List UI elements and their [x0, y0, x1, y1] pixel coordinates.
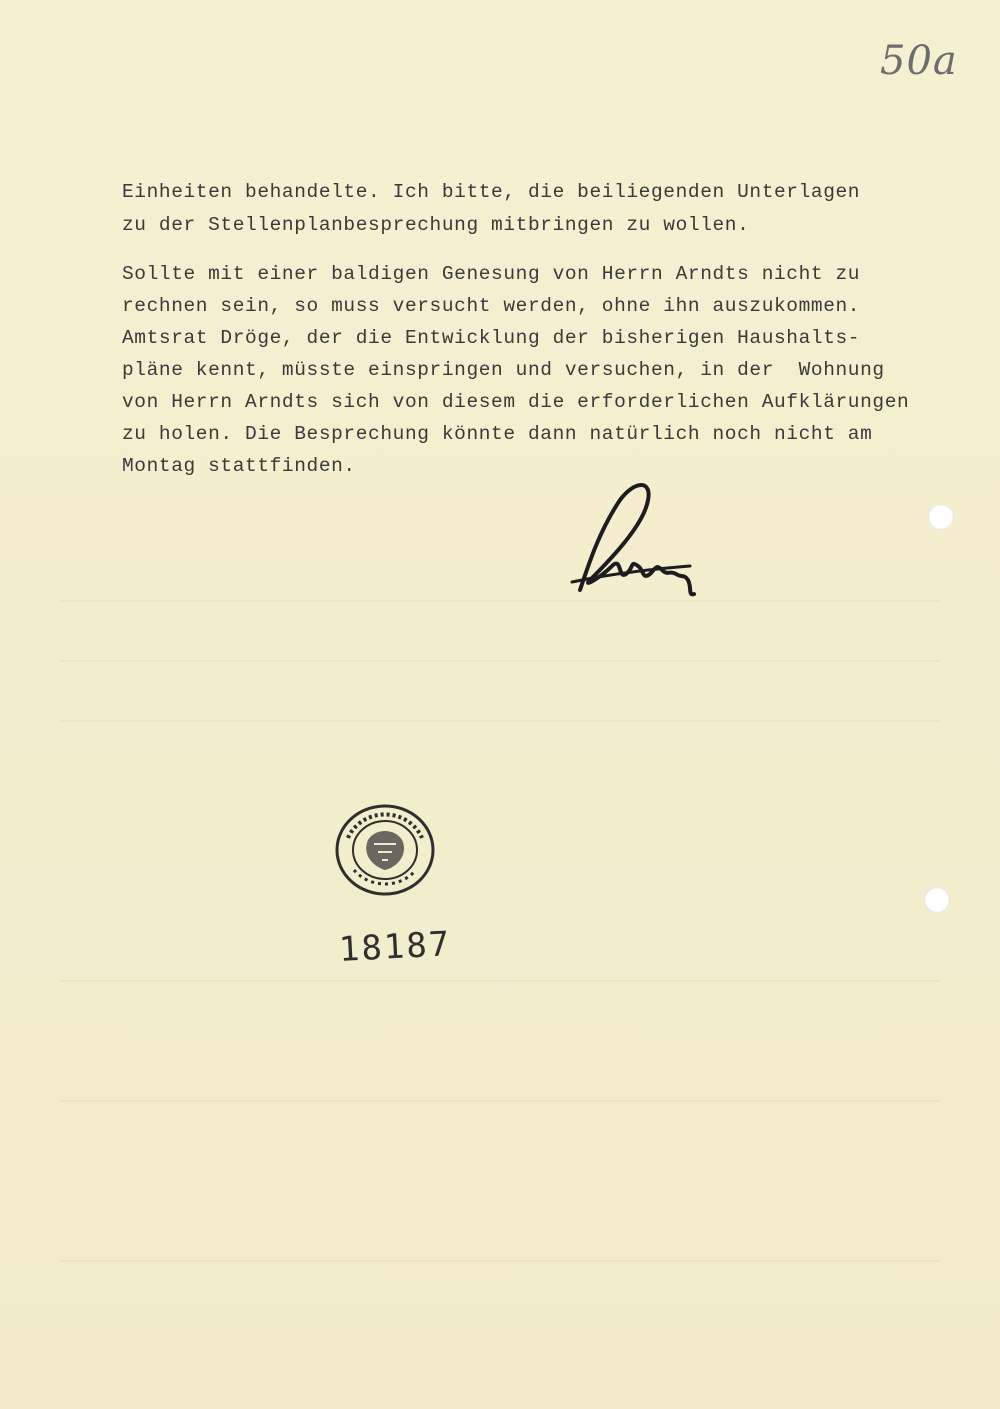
text-line: Einheiten behandelte. Ich bitte, die beiliegenden Unterlagen: [122, 181, 861, 203]
handwritten-signature: [560, 470, 720, 615]
folio-number: 50a: [880, 38, 958, 84]
text-line: Montag stattfinden.: [122, 455, 356, 477]
bleed-through-line: [60, 720, 940, 722]
paragraph-1: [122, 176, 860, 242]
punch-hole: [928, 504, 954, 530]
punch-hole: [924, 887, 950, 913]
text-line: rechnen sein, so muss versucht werden, ohne ihn auszukommen.: [122, 295, 861, 317]
bleed-through-line: [60, 980, 940, 982]
bleed-through-line: [60, 1260, 940, 1262]
text-line: von Herrn Arndts sich von diesem die erforderlichen Aufklärungen: [122, 391, 910, 413]
bleed-through-line: [60, 1100, 940, 1102]
text-line: zu der Stellenplanbesprechung mitbringen zu wollen.: [122, 214, 750, 236]
text-line: Amtsrat Dröge, der die Entwicklung der bisherigen Haushalts-: [122, 327, 861, 349]
archive-number: 18187: [337, 924, 453, 970]
bleed-through-line: [60, 660, 940, 662]
paragraph-2: [122, 258, 909, 482]
text-line: zu holen. Die Besprechung könnte dann natürlich noch nicht am: [122, 423, 873, 445]
archive-stamp: [330, 800, 440, 905]
text-line: pläne kennt, müsste einspringen und versuchen, in der Wohnung: [122, 359, 885, 381]
text-line: Sollte mit einer baldigen Genesung von Herrn Arndts nicht zu: [122, 263, 861, 285]
bleed-through-line: [60, 600, 940, 602]
